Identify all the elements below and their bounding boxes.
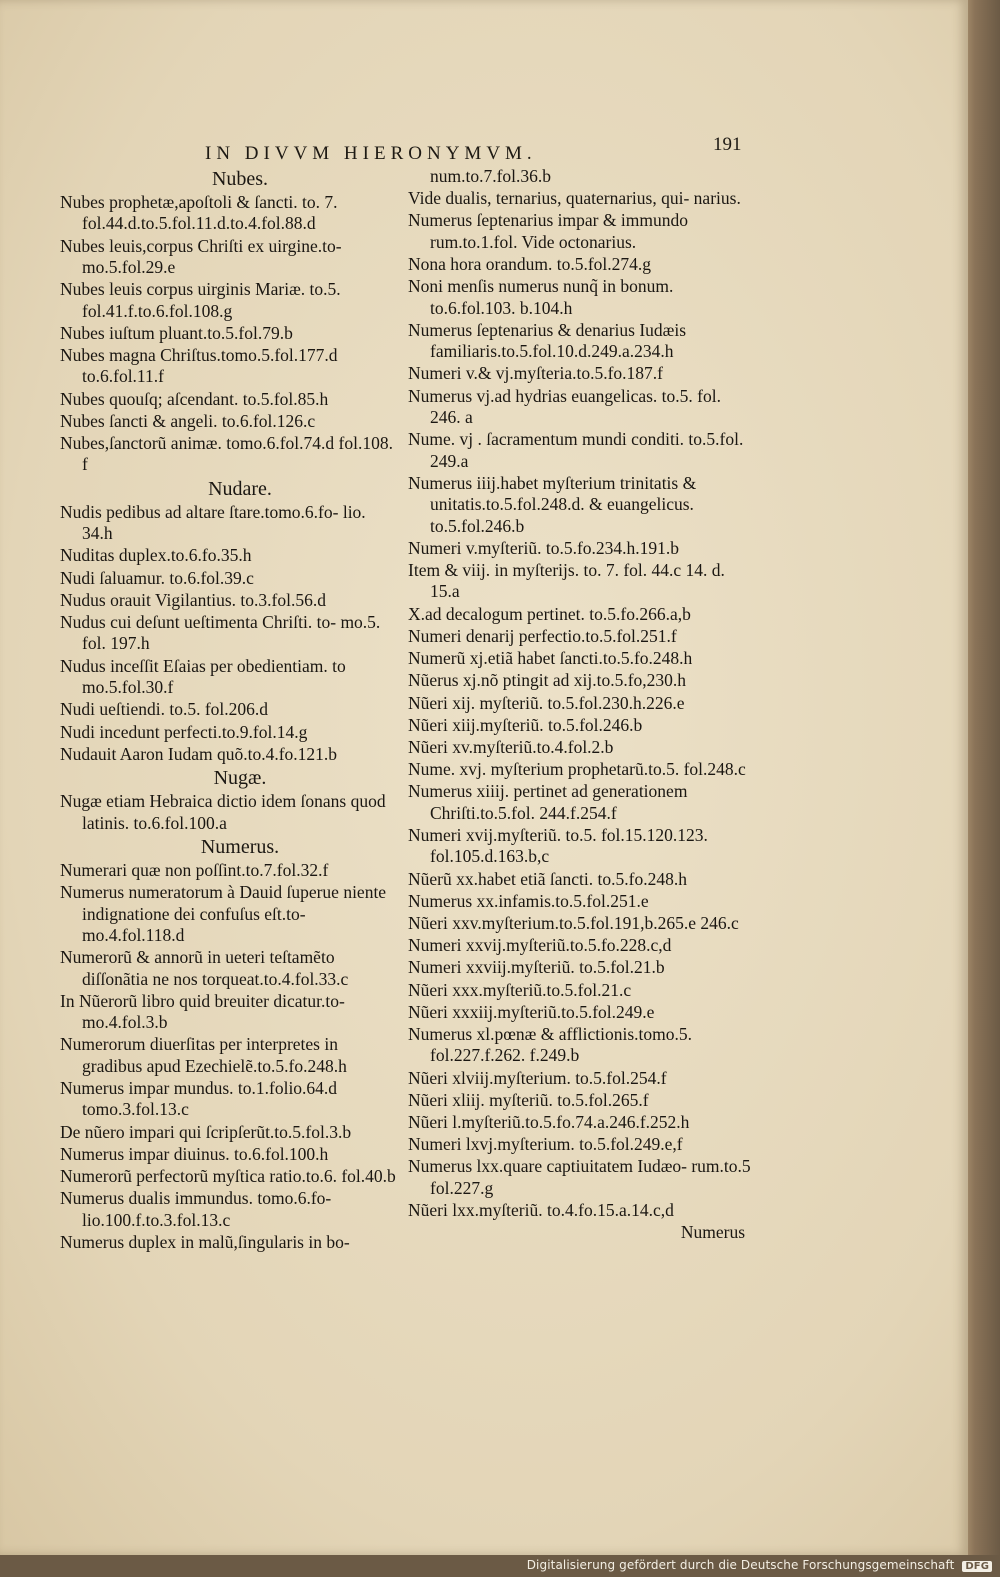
index-entry: Numerus impar diuinus. to.6.fol.100.h [60, 1143, 329, 1164]
index-entry: Numerus ſeptenarius impar & immundo rum.to.1.fol. Vide octonarius. [408, 210, 688, 252]
index-entry: Numeri xxviij.myſteriũ. to.5.fol.21.b [408, 957, 665, 978]
index-entry: Numeri xxvij.myſteriũ.to.5.fo.228.c,d [408, 935, 672, 956]
index-entry: Numeri lxvj.myſterium. to.5.fol.249.e,f [408, 1134, 683, 1155]
index-entry: Numerũ xj.etiã habet ſancti.to.5.fo.248.h [408, 648, 693, 669]
index-entry: Numeri xvij.myſteriũ. to.5. fol.15.120.123. fol.105.d.163.b,c [408, 824, 708, 867]
index-entry: Numeri denarij perfectio.to.5.fol.251.f [408, 625, 677, 646]
index-entry: Nudus orauit Vigilantius. to.3.fol.56.d [60, 589, 326, 610]
index-entry: Nudi ſaluamur. to.6.fol.39.c [60, 567, 254, 588]
index-entry: Nudi ueſtiendi. to.5. fol.206.d [60, 699, 269, 720]
index-entry: Nubes iuſtum pluant.to.5.fol.79.b [60, 322, 293, 343]
index-entry: Numerus duplex in malũ,ſingularis in bo- [60, 1231, 350, 1252]
index-entry: Nũeri l.myſteriũ.to.5.fo.74.a.246.f.252.h [408, 1111, 690, 1132]
index-entry: Numerus xx.infamis.to.5.fol.251.e [408, 890, 649, 911]
index-entry: Numerorũ perfectorũ myſtica ratio.to.6. fol.40.b [60, 1165, 396, 1186]
page-number: 191 [713, 134, 742, 155]
index-entry: Nũeri xlviij.myſterium. to.5.fol.254.f [408, 1067, 667, 1088]
index-entry: Nume. vj . ſacramentum mundi conditi. to.5.fol. 249.a [408, 429, 744, 471]
index-entry: Nugæ etiam Hebraica dictio idem ſonans quod latinis. to.6.fol.100.a [60, 791, 386, 833]
index-entry: Nubes prophetæ,apoſtoli & ſancti. to. 7. fol.44.d.to.5.fol.11.d.to.4.fol.88.d [60, 192, 338, 234]
index-entry: Numerus iiij.habet myſterium trinitatis & unitatis.to.5.fol.248.d. & euangelicus. to.5.fol.246.b [408, 472, 697, 536]
footer-bar [0, 1555, 1000, 1577]
index-entry: Nũerus xj.nõ ptingit ad xij.to.5.fo,230.h [408, 670, 687, 691]
index-entry: X.ad decalogum pertinet. to.5.fo.266.a,b [408, 603, 691, 624]
index-entry: Numeri v.myſteriũ. to.5.fo.234.h.191.b [408, 537, 680, 558]
index-entry: Numerus lxx.quare captiuitatem Iudæo- rum.to.5 fol.227.g [408, 1156, 751, 1198]
index-entry: Nũeri xliij. myſteriũ. to.5.fol.265.f [408, 1089, 649, 1110]
left-column [60, 166, 400, 1254]
index-entry: Numerus dualis immundus. tomo.6.fo- lio.100.f.to.3.fol.13.c [60, 1188, 332, 1230]
index-entry: Nũeri xij. myſteriũ. to.5.fol.230.h.226.e [408, 692, 685, 713]
index-entry: Nũerũ xx.habet etiã ſancti. to.5.fo.248.h [408, 868, 687, 889]
index-entry: Nũeri lxx.myſteriũ. to.4.fo.15.a.14.c,d [408, 1199, 674, 1220]
index-entry: Nudus cui deſunt ueſtimenta Chriſti. to- mo.5. fol. 197.h [60, 612, 381, 654]
index-entry: Nũeri xxv.myſterium.to.5.fol.191,b.265.e 246.c [408, 912, 739, 933]
section-heading: Nugæ. [213, 767, 267, 790]
index-entry: Numerorũ & annorũ in ueteri teſtamẽto diſſonãtia ne nos torqueat.to.4.fol.33.c [60, 947, 349, 989]
index-entry: Nubes leuis,corpus Chriſti ex uirgine.to- mo.5.fol.29.e [60, 235, 342, 278]
index-entry: In Nũerorũ libro quid breuiter dicatur.to- mo.4.fol.3.b [60, 990, 345, 1033]
catchword: Numerus [680, 1222, 745, 1243]
index-entry: Numerus impar mundus. to.1.folio.64.d tomo.3.fol.13.c [60, 1077, 338, 1120]
index-entry: Numeri v.& vj.myſteria.to.5.fo.187.f [408, 363, 663, 384]
index-entry: Nume. xvj. myſterium prophetarũ.to.5. fol.248.c [408, 759, 746, 780]
index-entry: Nuditas duplex.to.6.fo.35.h [60, 545, 252, 566]
index-entry: Noni menſis numerus nunq̃ in bonum. to.6.fol.103. b.104.h [408, 276, 674, 318]
index-entry: Numerari quæ non poſſint.to.7.fol.32.f [60, 859, 329, 880]
index-entry: Item & viij. in myſterijs. to. 7. fol. 44.c 14. d. 15.a [408, 560, 725, 602]
index-entry: Nubes magna Chriſtus.tomo.5.fol.177.d to.6.fol.11.f [60, 345, 338, 387]
index-entry: Numerorum diuerſitas per interpretes in gradibus apud Ezechielẽ.to.5.fo.248.h [60, 1034, 347, 1076]
index-entry: Vide dualis, ternarius, quaternarius, qui- narius. [408, 188, 741, 209]
index-entry: Numerus xiiij. pertinet ad generationem Chriſti.to.5.fol. 244.f.254.f [408, 781, 688, 823]
index-entry: Nubes,ſanctorũ animæ. tomo.6.fol.74.d fol.108. f [60, 433, 393, 475]
index-entry: Numerus vj.ad hydrias euangelicas. to.5. fol. 246. a [408, 385, 721, 428]
right-column [408, 166, 753, 1244]
index-entry: Nubes ſancti & angeli. to.6.fol.126.c [60, 410, 316, 431]
index-entry: Numerus ſeptenarius & denarius Iudæis familiaris.to.5.fol.10.d.249.a.234.h [408, 319, 687, 362]
index-entry: Numerus numeratorum à Dauid ſuperue niente indignatione dei confuſus eſt.to- mo.4.fol.118.d [60, 882, 387, 945]
index-entry: num.to.7.fol.36.b [430, 166, 552, 186]
index-entry: Nudis pedibus ad altare ſtare.tomo.6.fo- lio. 34.h [60, 501, 366, 544]
index-entry: Nũeri xxxiij.myſteriũ.to.5.fol.249.e [408, 1001, 655, 1022]
index-entry: Nubes leuis corpus uirginis Mariæ. to.5. fol.41.f.to.6.fol.108.g [60, 279, 341, 321]
index-entry: De nũero impari qui ſcripſerũt.to.5.fol.3.b [60, 1121, 352, 1142]
index-entry: Nũeri xv.myſteriũ.to.4.fol.2.b [408, 736, 614, 757]
funding-notice-text: Digitalisierung gefördert durch die Deutsche Forschungsgemeinschaft [526, 1558, 955, 1572]
section-heading: Nudare. [208, 477, 272, 500]
running-head: IN DIVVM HIERONYMVM. [205, 143, 537, 164]
index-entry: Nudus inceſſit Eſaias per obedientiam. to mo.5.fol.30.f [60, 655, 346, 698]
dfg-logo: DFG [962, 1561, 992, 1572]
section-heading: Nubes. [211, 168, 269, 190]
index-entry: Nũeri xxx.myſteriũ.to.5.fol.21.c [408, 979, 632, 1000]
index-entry: Nudauit Aaron Iudam quõ.to.4.fo.121.b [60, 743, 338, 764]
index-entry: Nũeri xiij.myſteriũ. to.5.fol.246.b [408, 714, 643, 735]
index-entry: Numerus xl.pœnæ & afflictionis.tomo.5. fol.227.f.262. f.249.b [408, 1023, 693, 1066]
index-entry: Nona hora orandum. to.5.fol.274.g [408, 254, 652, 275]
section-heading: Numerus. [200, 835, 280, 858]
funding-notice [527, 1558, 992, 1572]
index-entry: Nubes quouſq; aſcendant. to.5.fol.85.h [60, 388, 329, 409]
index-entry: Nudi incedunt perfecti.to.9.fol.14.g [60, 721, 308, 742]
